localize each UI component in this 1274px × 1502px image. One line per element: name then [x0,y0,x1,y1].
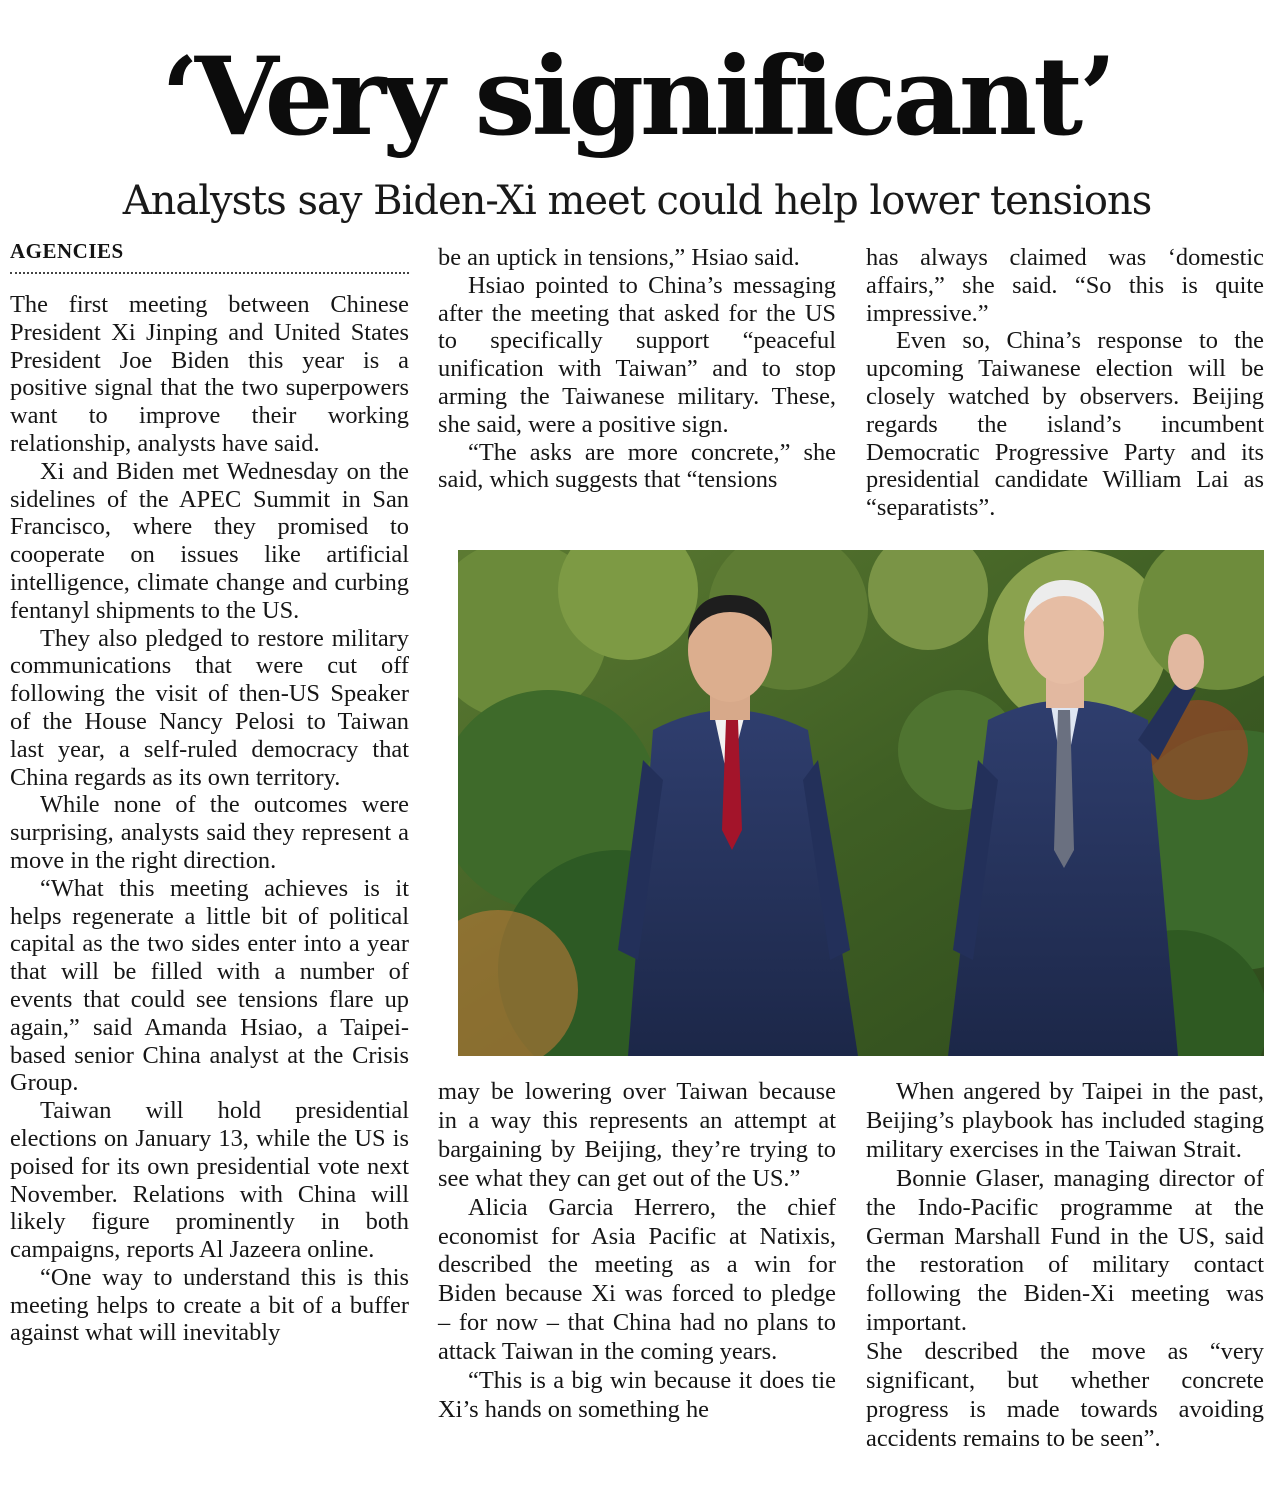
paragraph: Hsiao pointed to China’s messaging after the meeting that asked for the US to specifically support “peaceful unification with Taiwan” and to stop arming the Taiwanese military. These, she said, were a positive sign. [438,271,836,438]
paragraph: Alicia Garcia Herrero, the chief economist for Asia Pacific at Natixis, described the meeting as a win for Biden because Xi was forced to pledge – for now – that China had no plans to attack Taiwan in the coming years. [438,1193,836,1366]
paragraph: She described the move as “very significant, but whether concrete progress is made towards avoiding accidents remains to be seen”. [866,1338,1264,1452]
paragraph: The first meeting between Chinese President Xi Jinping and United States President Joe Biden this year is a positive signal that the two superpowers want to improve their working relationship, analysts have said. [10,291,409,457]
paragraph: may be lowering over Taiwan because in a way this represents an attempt at bargaining by Beijing, they’re trying to see what they can get out of the US.” [438,1078,836,1192]
headline: ‘Very significant’ [161,34,1113,160]
news-photo [458,550,1264,1056]
paragraph: When angered by Taipei in the past, Beijing’s playbook has included staging military exercises in the Taiwan Strait. [866,1078,1264,1163]
paragraph: has always claimed was ‘domestic affairs,” she said. “So this is quite impressive.” [866,244,1264,327]
paragraph: “This is a big win because it does tie Xi’s hands on something he [438,1367,836,1423]
paragraph: They also pledged to restore military communications that were cut off following the visit of then-US Speaker of the House Nancy Pelosi to Taiwan last year, a self-ruled democracy that China regards as its own territory. [10,624,409,791]
article-column-3-bottom [866,1078,1264,1454]
article-column-1 [10,291,409,1347]
article-column-2-bottom [438,1078,836,1425]
paragraph: “One way to understand this is this meeting helps to create a bit of a buffer against what will inevitably [10,1263,409,1347]
paragraph: Xi and Biden met Wednesday on the sidelines of the APEC Summit in San Francisco, where they promised to cooperate on issues like artificial intelligence, climate change and curbing fentanyl shipments to the US. [10,457,409,624]
paragraph: Bonnie Glaser, managing director of the Indo-Pacific programme at the German Marshall Fund in the US, said the restoration of military contact following the Biden-Xi meeting was important. [866,1164,1264,1337]
article-column-3-top [866,244,1264,522]
paragraph: While none of the outcomes were surprising, analysts said they represent a move in the right direction. [10,791,409,874]
paragraph: Taiwan will hold presidential elections on January 13, while the US is poised for its own presidential vote next November. Relations with China will likely figure prominently in both campaigns, reports Al Jazeera online. [10,1097,409,1264]
paragraph: be an uptick in tensions,” Hsiao said. [438,244,800,271]
byline: AGENCIES [10,238,409,274]
subheadline: Analysts say Biden-Xi meet could help lower tensions [122,178,1152,224]
paragraph: “The asks are more concrete,” she said, which suggests that “tensions [438,438,836,494]
photo-illustration [458,550,1264,1056]
paragraph: Even so, China’s response to the upcoming Taiwanese election will be closely watched by observers. Beijing regards the island’s incumbent Democratic Progressive Party and its presidential candidate William Lai as “separatists”. [866,327,1264,522]
paragraph: “What this meeting achieves is it helps regenerate a little bit of political capital as the two sides enter into a year that will be filled with a number of events that could see tensions flare up again,” said Amanda Hsiao, a Taipei-based senior China analyst at the Crisis Group. [10,874,409,1097]
article-column-2-top [438,244,836,494]
